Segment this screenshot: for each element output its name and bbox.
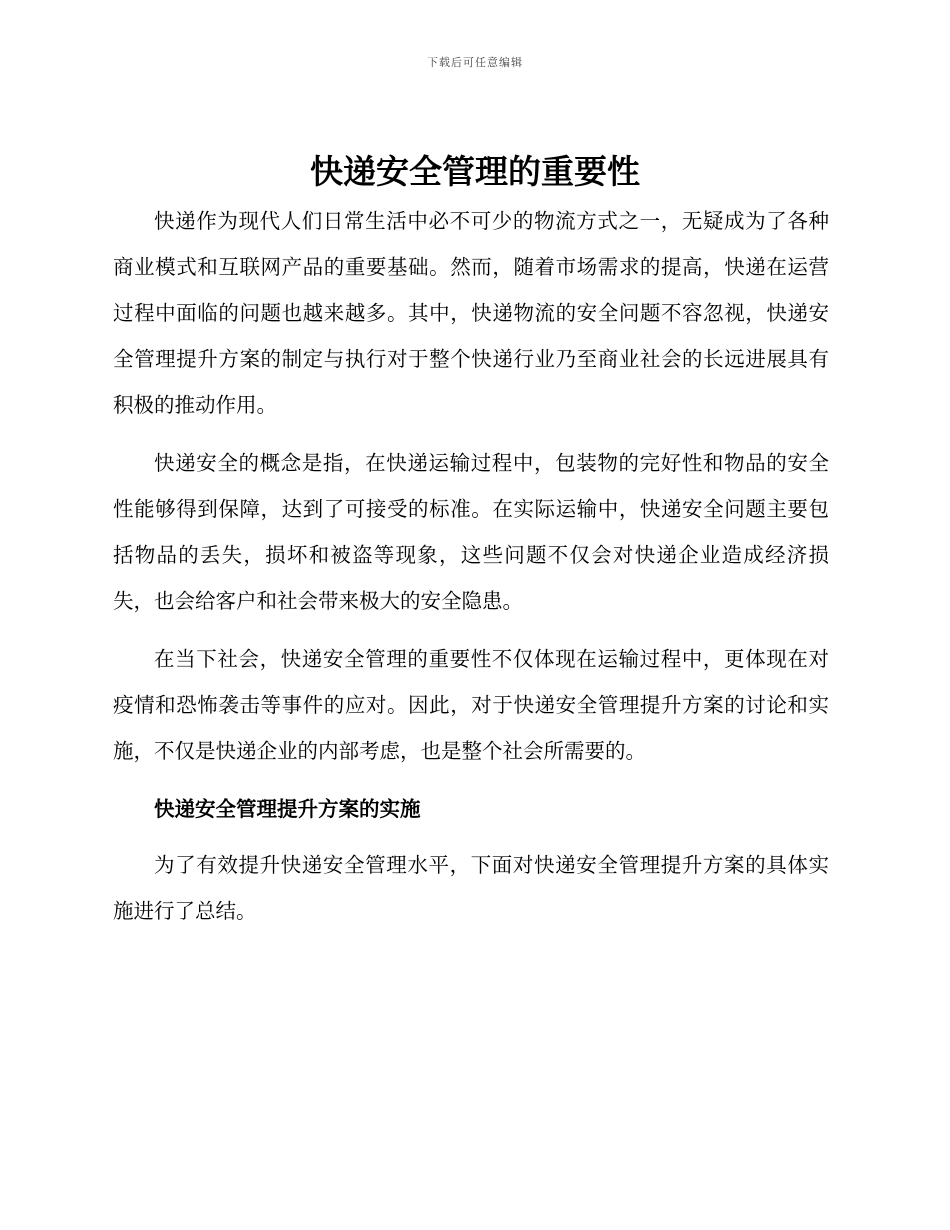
paragraph-intro: 快递作为现代人们日常生活中必不可少的物流方式之一，无疑成为了各种商业模式和互联网产品的重要基础。然而，随着市场需求的提高，快递在运营过程中面临的问题也越来越多。其中，快递物流的安全问题不容忽视，快递安全管理提升方案的制定与执行对于整个快递行业乃至商业社会的长远进展具有积极的推动作用。 xyxy=(113,209,829,417)
header-note: 下载后可任意编辑 xyxy=(427,56,523,69)
document-body xyxy=(113,198,829,946)
paragraph-concept: 快递安全的概念是指，在快递运输过程中，包装物的完好性和物品的安全性能够得到保障，达到了可接受的标准。在实际运输中，快递安全问题主要包括物品的丢失，损坏和被盗等现象，这些问题不仅会对快递企业造成经济损失，也会给客户和社会带来极大的安全隐患。 xyxy=(113,451,829,613)
section-heading: 快递安全管理提升方案的实施 xyxy=(154,797,421,821)
paragraph-implementation: 为了有效提升快递安全管理水平，下面对快递安全管理提升方案的具体实施进行了总结。 xyxy=(113,853,829,923)
document-title: 快递安全管理的重要性 xyxy=(310,152,640,191)
paragraph-importance: 在当下社会，快递安全管理的重要性不仅体现在运输过程中，更体现在对疫情和恐怖袭击等事件的应对。因此，对于快递安全管理提升方案的讨论和实施，不仅是快递企业的内部考虑，也是整个社会所需要的。 xyxy=(113,647,829,763)
